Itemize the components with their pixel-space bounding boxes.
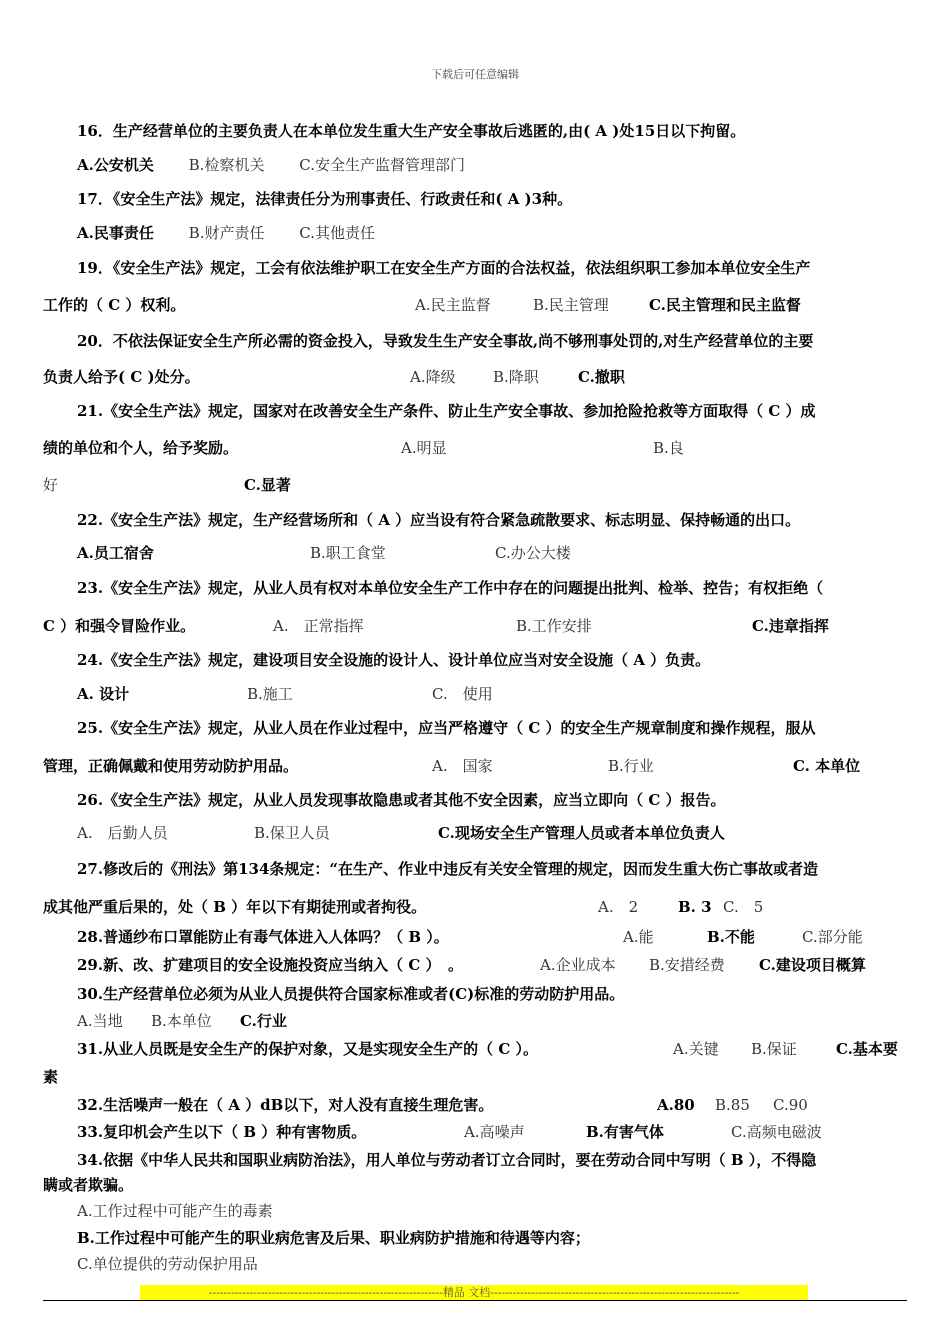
question-text: 28.普通纱布口罩能防止有毒气体进入人体吗？（ B ）。 xyxy=(77,928,449,946)
option-b: B.职工食堂 xyxy=(310,544,386,562)
option-a: A. 2 xyxy=(598,898,639,916)
option-c: C.民主管理和民主监督 xyxy=(649,296,801,314)
option-b: B.降职 xyxy=(493,368,539,386)
option-b: B.工作过程中可能产生的职业病危害及后果、职业病防护措施和待遇等内容； xyxy=(77,1229,590,1247)
question-23-cont xyxy=(43,615,907,637)
option-c: C.行业 xyxy=(240,1012,287,1030)
option-c: C. 5 xyxy=(723,898,764,916)
option-c: C.安全生产监督管理部门 xyxy=(299,156,465,174)
question-19-cont xyxy=(43,294,907,316)
question-16: 16．生产经营单位的主要负责人在本单位发生重大生产安全事故后逃匿的,由( A )处15日以下拘留。 xyxy=(77,122,746,140)
question-19: 19．《安全生产法》规定，工会有依法维护职工在安全生产方面的合法权益，依法组织职工参加本单位安全生产 xyxy=(77,259,811,277)
option-b: B.检察机关 xyxy=(188,156,265,174)
options-17 xyxy=(43,222,941,244)
option-b: B.本单位 xyxy=(151,1012,212,1030)
option-b: B.保卫人员 xyxy=(254,824,330,842)
option-a: A.企业成本 xyxy=(540,956,616,974)
question-26: 26.《安全生产法》规定，从业人员发现事故隐患或者其他不安全因素，应当立即向（ C ）报告。 xyxy=(77,791,726,809)
question-24: 24.《安全生产法》规定，建设项目安全设施的设计人、设计单位应当对安全设施（ A ）负责。 xyxy=(77,651,711,669)
option-a: A.80 xyxy=(657,1096,695,1114)
option-b: B. 3 xyxy=(678,898,712,916)
options-16 xyxy=(43,154,941,176)
option-b: B.施工 xyxy=(247,685,293,703)
option-a: A.能 xyxy=(623,928,654,946)
option-c: C.90 xyxy=(773,1096,808,1114)
option-c: C.撤职 xyxy=(578,368,625,386)
option-a: A. 后勤人员 xyxy=(77,824,168,842)
option-c: C. 使用 xyxy=(432,685,493,703)
footer-rule xyxy=(43,1300,907,1301)
question-30: 30.生产经营单位必须为从业人员提供符合国家标准或者(C)标准的劳动防护用品。 xyxy=(77,985,625,1003)
option-c: C.违章指挥 xyxy=(752,617,829,635)
option-c: C.显著 xyxy=(244,476,291,494)
option-b-cont: 好 xyxy=(43,476,59,494)
question-text: 31.从业人员既是安全生产的保护对象，又是实现安全生产的（ C ）。 xyxy=(77,1040,538,1058)
question-27-cont xyxy=(43,896,907,918)
option-c: C. 本单位 xyxy=(793,757,861,775)
option-a: A. 国家 xyxy=(432,757,493,775)
question-23: 23.《安全生产法》规定，从业人员有权对本单位安全生产工作中存在的问题提出批判、检举、控告；有权拒绝（ xyxy=(77,579,824,597)
question-text: 32.生活噪声一般在（ A ）dB以下，对人没有直接生理危害。 xyxy=(77,1096,494,1114)
option-b: B.工作安排 xyxy=(516,617,592,635)
footer-banner: ---------------------------------------------------------------精品 文档------------------------------------------------------------------- xyxy=(140,1285,808,1300)
option-a: A.关键 xyxy=(673,1040,719,1058)
option-c: C.其他责任 xyxy=(299,224,375,242)
option-b: B.财产责任 xyxy=(188,224,265,242)
option-c: C.部分能 xyxy=(802,928,863,946)
option-a: A.民主监督 xyxy=(415,296,491,314)
page-header: 下载后可任意编辑 xyxy=(431,68,519,81)
question-31-cont: 素 xyxy=(43,1068,59,1086)
question-20-cont xyxy=(43,366,907,388)
question-27: 27.修改后的《刑法》第134条规定：“在生产、作业中违反有关安全管理的规定，因而发生重大伤亡事故或者造 xyxy=(77,860,819,878)
question-text: 绩的单位和个人，给予奖励。 xyxy=(43,439,239,457)
option-a: A.当地 xyxy=(77,1012,123,1030)
question-21: 21.《安全生产法》规定，国家对在改善安全生产条件、防止生产安全事故、参加抢险抢救等方面取得（ C ）成 xyxy=(77,402,816,420)
question-34-cont: 瞒或者欺骗。 xyxy=(43,1176,134,1194)
question-text: 工作的（ C ）权利。 xyxy=(43,296,186,314)
option-a: A.公安机关 xyxy=(77,156,154,174)
question-25-cont xyxy=(43,755,907,777)
option-a: A. 正常指挥 xyxy=(273,617,364,635)
question-22: 22.《安全生产法》规定，生产经营场所和（ A ）应当设有符合紧急疏散要求、标志明显、保持畅通的出口。 xyxy=(77,511,801,529)
question-text: 负责人给予( C )处分。 xyxy=(43,368,200,386)
question-21-cont2 xyxy=(43,474,907,496)
option-b: B.行业 xyxy=(608,757,654,775)
option-b: B.不能 xyxy=(707,928,755,946)
question-20: 20．不依法保证安全生产所必需的资金投入，导致发生生产安全事故,尚不够刑事处罚的,对生产经营单位的主要 xyxy=(77,332,814,350)
option-b: B.良 xyxy=(653,439,684,457)
option-a: A. 设计 xyxy=(77,685,130,703)
option-a: A.明显 xyxy=(401,439,447,457)
option-c: C.基本要 xyxy=(836,1040,898,1058)
question-text: 管理，正确佩戴和使用劳动防护用品。 xyxy=(43,757,299,775)
question-17: 17．《安全生产法》规定，法律责任分为刑事责任、行政责任和( A )3种。 xyxy=(77,190,573,208)
option-a: A.员工宿舍 xyxy=(77,544,154,562)
option-c: C.办公大楼 xyxy=(495,544,571,562)
question-text: 29.新、改、扩建项目的安全设施投资应当纳入（ C ） 。 xyxy=(77,956,463,974)
question-34: 34.依据《中华人民共和国职业病防治法》，用人单位与劳动者订立合同时，要在劳动合同中写明（ B ），不得隐 xyxy=(77,1151,817,1169)
question-21-cont xyxy=(43,437,907,459)
option-c: C.建设项目概算 xyxy=(759,956,866,974)
question-text: C ）和强令冒险作业。 xyxy=(43,617,196,635)
option-c: C.单位提供的劳动保护用品 xyxy=(77,1255,258,1273)
question-text: 成其他严重后果的，处（ B ）年以下有期徒刑或者拘役。 xyxy=(43,898,427,916)
option-a: A.高噪声 xyxy=(464,1123,525,1141)
question-text: 33.复印机会产生以下（ B ）种有害物质。 xyxy=(77,1123,367,1141)
option-a: A.民事责任 xyxy=(77,224,154,242)
option-b: B.有害气体 xyxy=(586,1123,664,1141)
option-b: B.民主管理 xyxy=(533,296,609,314)
option-c: C.现场安全生产管理人员或者本单位负责人 xyxy=(438,824,725,842)
option-a: A.工作过程中可能产生的毒素 xyxy=(77,1202,273,1220)
option-a: A.降级 xyxy=(410,368,456,386)
option-b: B.保证 xyxy=(751,1040,797,1058)
option-c: C.高频电磁波 xyxy=(731,1123,822,1141)
question-25: 25.《安全生产法》规定，从业人员在作业过程中，应当严格遵守（ C ）的安全生产规章制度和操作规程，服从 xyxy=(77,719,816,737)
option-b: B.安措经费 xyxy=(649,956,725,974)
option-b: B.85 xyxy=(715,1096,750,1114)
